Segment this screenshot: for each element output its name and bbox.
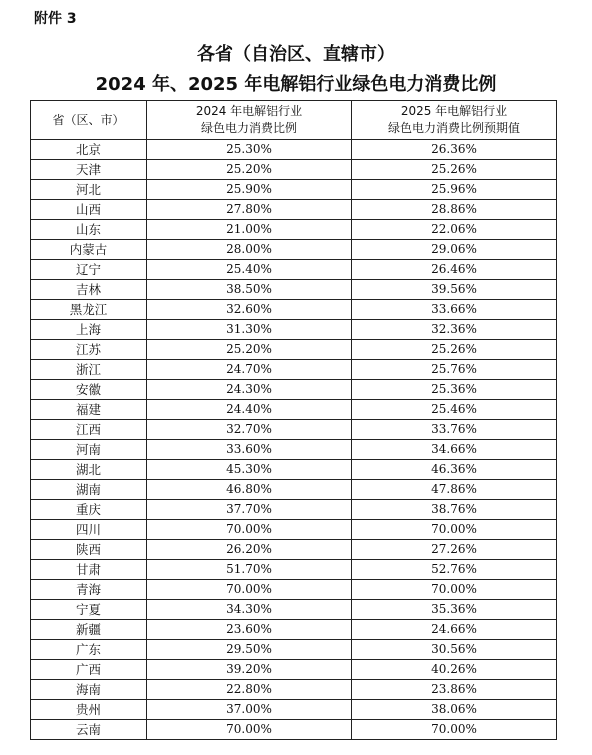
ratio-2025-cell: 25.96% <box>352 180 557 200</box>
table-row <box>31 320 557 340</box>
ratio-2025-cell: 25.76% <box>352 360 557 380</box>
header-ratio-2024 <box>147 101 352 140</box>
province-cell: 吉林 <box>31 280 147 300</box>
ratio-2024-cell: 26.20% <box>147 540 352 560</box>
ratio-2024-cell: 25.30% <box>147 140 352 160</box>
province-cell: 山东 <box>31 220 147 240</box>
table-header <box>31 101 557 140</box>
ratio-2025-cell: 52.76% <box>352 560 557 580</box>
header-province <box>31 101 147 140</box>
province-cell: 河北 <box>31 180 147 200</box>
ratio-2024-cell: 32.70% <box>147 420 352 440</box>
table-row <box>31 280 557 300</box>
ratio-2024-cell: 39.20% <box>147 660 352 680</box>
table-row <box>31 160 557 180</box>
ratio-2024-cell: 51.70% <box>147 560 352 580</box>
header-ratio-2024-line-1: 2024 年电解铝行业 <box>195 104 303 118</box>
ratio-2024-cell: 24.40% <box>147 400 352 420</box>
table-row <box>31 640 557 660</box>
province-cell: 江西 <box>31 420 147 440</box>
province-cell: 湖北 <box>31 460 147 480</box>
table-row <box>31 180 557 200</box>
table-row <box>31 620 557 640</box>
table-row <box>31 200 557 220</box>
ratio-2024-cell: 25.90% <box>147 180 352 200</box>
table-row <box>31 680 557 700</box>
ratio-2024-cell: 25.40% <box>147 260 352 280</box>
province-cell: 四川 <box>31 520 147 540</box>
province-cell: 甘肃 <box>31 560 147 580</box>
ratio-2025-cell: 70.00% <box>352 520 557 540</box>
province-cell: 海南 <box>31 680 147 700</box>
header-ratio-2024-line-2: 绿色电力消费比例 <box>200 121 297 135</box>
province-cell: 黑龙江 <box>31 300 147 320</box>
document-title-line-2: 2024 年、2025 年电解铝行业绿色电力消费比例 <box>95 74 497 95</box>
ratio-2024-cell: 28.00% <box>147 240 352 260</box>
table-row <box>31 580 557 600</box>
ratio-2025-cell: 33.66% <box>352 300 557 320</box>
ratio-2024-cell: 70.00% <box>147 580 352 600</box>
ratio-2025-cell: 70.00% <box>352 720 557 740</box>
table-row <box>31 560 557 580</box>
table-row <box>31 240 557 260</box>
ratio-2024-cell: 27.80% <box>147 200 352 220</box>
ratio-2024-cell: 37.00% <box>147 700 352 720</box>
ratio-2024-cell: 24.30% <box>147 380 352 400</box>
ratio-2025-cell: 25.46% <box>352 400 557 420</box>
ratio-2024-cell: 22.80% <box>147 680 352 700</box>
ratio-2024-cell: 29.50% <box>147 640 352 660</box>
table-row <box>31 220 557 240</box>
province-cell: 上海 <box>31 320 147 340</box>
province-cell: 湖南 <box>31 480 147 500</box>
table-row <box>31 500 557 520</box>
ratio-2025-cell: 70.00% <box>352 580 557 600</box>
province-cell: 云南 <box>31 720 147 740</box>
province-cell: 山西 <box>31 200 147 220</box>
ratio-2024-cell: 45.30% <box>147 460 352 480</box>
ratio-2025-cell: 40.26% <box>352 660 557 680</box>
ratio-2025-cell: 25.26% <box>352 160 557 180</box>
ratio-2025-cell: 22.06% <box>352 220 557 240</box>
province-cell: 河南 <box>31 440 147 460</box>
green-power-ratio-table <box>30 100 557 740</box>
ratio-2024-cell: 21.00% <box>147 220 352 240</box>
header-province-label: 省（区、市） <box>52 112 125 127</box>
ratio-2025-cell: 25.36% <box>352 380 557 400</box>
province-cell: 广西 <box>31 660 147 680</box>
ratio-2024-cell: 38.50% <box>147 280 352 300</box>
ratio-2025-cell: 29.06% <box>352 240 557 260</box>
table-row <box>31 460 557 480</box>
ratio-2025-cell: 34.66% <box>352 440 557 460</box>
ratio-2025-cell: 39.56% <box>352 280 557 300</box>
province-cell: 宁夏 <box>31 600 147 620</box>
table-row <box>31 420 557 440</box>
ratio-2025-cell: 26.36% <box>352 140 557 160</box>
province-cell: 陕西 <box>31 540 147 560</box>
ratio-2025-cell: 38.76% <box>352 500 557 520</box>
province-cell: 江苏 <box>31 340 147 360</box>
province-cell: 广东 <box>31 640 147 660</box>
table-row <box>31 720 557 740</box>
ratio-2025-cell: 32.36% <box>352 320 557 340</box>
table-row <box>31 600 557 620</box>
table-row <box>31 140 557 160</box>
ratio-2025-cell: 28.86% <box>352 200 557 220</box>
ratio-2024-cell: 34.30% <box>147 600 352 620</box>
ratio-2024-cell: 37.70% <box>147 500 352 520</box>
table-row <box>31 380 557 400</box>
province-cell: 北京 <box>31 140 147 160</box>
province-cell: 重庆 <box>31 500 147 520</box>
province-cell: 天津 <box>31 160 147 180</box>
ratio-2024-cell: 33.60% <box>147 440 352 460</box>
attachment-label: 附件 3 <box>34 11 77 27</box>
ratio-2025-cell: 24.66% <box>352 620 557 640</box>
document-title-line-1: 各省（自治区、直辖市） <box>197 44 395 65</box>
province-cell: 贵州 <box>31 700 147 720</box>
ratio-2025-cell: 25.26% <box>352 340 557 360</box>
table-row <box>31 520 557 540</box>
ratio-2024-cell: 24.70% <box>147 360 352 380</box>
ratio-2024-cell: 31.30% <box>147 320 352 340</box>
table-row <box>31 360 557 380</box>
ratio-2025-cell: 26.46% <box>352 260 557 280</box>
table-row <box>31 400 557 420</box>
table-body <box>31 140 557 740</box>
ratio-2025-cell: 33.76% <box>352 420 557 440</box>
header-ratio-2025 <box>352 101 557 140</box>
province-cell: 新疆 <box>31 620 147 640</box>
ratio-2025-cell: 30.56% <box>352 640 557 660</box>
province-cell: 内蒙古 <box>31 240 147 260</box>
province-cell: 浙江 <box>31 360 147 380</box>
header-ratio-2025-line-2: 绿色电力消费比例预期值 <box>387 121 520 135</box>
ratio-2024-cell: 32.60% <box>147 300 352 320</box>
table-row <box>31 340 557 360</box>
ratio-2024-cell: 25.20% <box>147 160 352 180</box>
header-ratio-2025-line-1: 2025 年电解铝行业 <box>400 104 508 118</box>
table-row <box>31 260 557 280</box>
table-row <box>31 480 557 500</box>
table-row <box>31 660 557 680</box>
table-row <box>31 440 557 460</box>
ratio-2025-cell: 35.36% <box>352 600 557 620</box>
province-cell: 青海 <box>31 580 147 600</box>
ratio-2024-cell: 23.60% <box>147 620 352 640</box>
province-cell: 辽宁 <box>31 260 147 280</box>
ratio-2025-cell: 23.86% <box>352 680 557 700</box>
ratio-2024-cell: 46.80% <box>147 480 352 500</box>
ratio-2025-cell: 47.86% <box>352 480 557 500</box>
ratio-2025-cell: 38.06% <box>352 700 557 720</box>
province-cell: 安徽 <box>31 380 147 400</box>
ratio-2024-cell: 70.00% <box>147 720 352 740</box>
ratio-2024-cell: 25.20% <box>147 340 352 360</box>
table-row <box>31 700 557 720</box>
province-cell: 福建 <box>31 400 147 420</box>
ratio-2025-cell: 27.26% <box>352 540 557 560</box>
table-row <box>31 300 557 320</box>
ratio-2025-cell: 46.36% <box>352 460 557 480</box>
ratio-2024-cell: 70.00% <box>147 520 352 540</box>
table-row <box>31 540 557 560</box>
header-row <box>31 101 557 140</box>
